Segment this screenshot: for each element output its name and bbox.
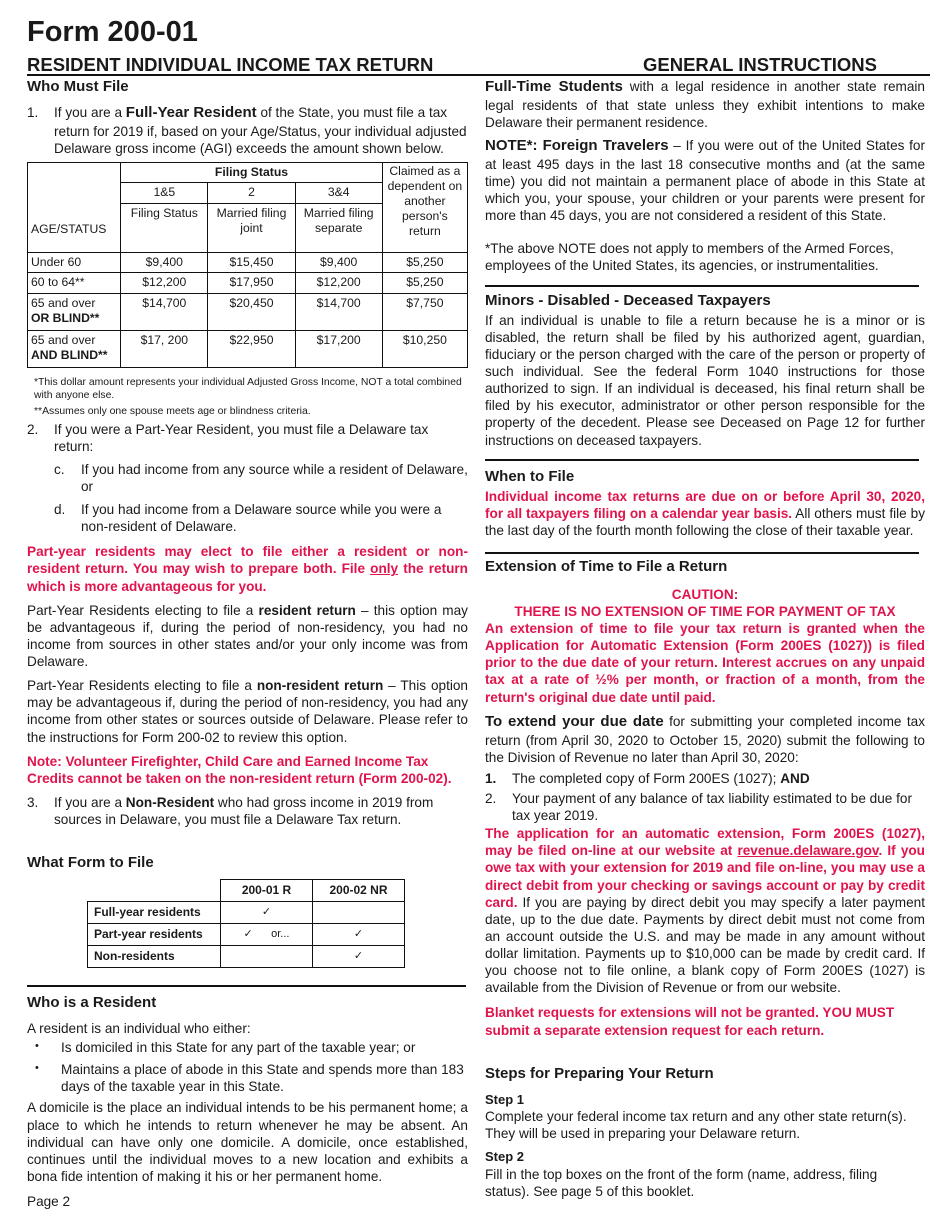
table-cell: $17,200: [295, 330, 382, 367]
item-1: [27, 104, 468, 157]
table-cell: $9,400: [295, 252, 382, 272]
extend-paragraph: [485, 713, 925, 766]
nonres-pre: Part-Year Residents electing to file a: [27, 678, 257, 694]
row-label: [28, 293, 121, 330]
item-3: [27, 794, 468, 828]
foreign-travelers-paragraph: [485, 137, 925, 224]
form-row-label: Part-year residents: [88, 924, 221, 946]
resident-post: – this option may be advantageous if, during the period of non-residency, you had no income from sources in other states and/or your only income was from Delaware.: [27, 602, 468, 670]
step-2-label: Step 2: [485, 1149, 525, 1165]
part-year-note-pre: Part-year residents may elect to file either a resident or non-resident return. You may wish to prepare both. File: [27, 544, 468, 577]
who-must-file-heading: Who Must File: [27, 78, 129, 95]
note-bold: NOTE*: Foreign Travelers: [485, 137, 669, 155]
minors-paragraph: If an individual is unable to file a return because he is a minor or is disabled, the return shall be filed by his authorized agent, guardian, fiduciary or the person charged with the care of the person or property of such individual. See the federal Form 1040 instructions for those authorized to sign. If an individual is deceased, his final return shall be filed by his executor, administrator or other person responsible for the property of the decedent. Please see Deceased on Page 12 for further instructions on deceased taxpayers.: [485, 312, 925, 448]
table-cell: $14,700: [295, 293, 382, 330]
row-label-bold: OR BLIND**: [31, 310, 100, 325]
form-row-label: Full-year residents: [88, 902, 221, 924]
caution-label: CAUTION:: [671, 586, 739, 602]
table-cell: $5,250: [382, 252, 467, 272]
list-2-number: 2.: [485, 790, 497, 806]
section-divider: [27, 985, 466, 987]
students-bold: Full-Time Students: [485, 78, 623, 95]
form-col-2: 200-02 NR: [313, 880, 405, 902]
section-divider: [485, 552, 919, 554]
col-label-2: Married filing joint: [208, 203, 295, 252]
online-text: If you are paying by direct debit you may specify a later payment date, up to the due date. Payments by direct debit must not come from an account outside the U.S. and may be made in any amount without dollar limitation. Payments up to $10,000 can be made by credit card. If you choose not to file online, a blank copy of Form 200ES (1027) is available from the Division of Revenue or from our website.: [485, 894, 925, 996]
extend-bold: To extend your due date: [485, 712, 664, 730]
table-cell: $17, 200: [121, 330, 208, 367]
minors-heading: Minors - Disabled - Deceased Taxpayers: [485, 291, 771, 309]
resident-return-paragraph: [27, 602, 468, 671]
col-code-2: 2: [208, 183, 295, 203]
resident-bullet-2: [35, 1061, 468, 1095]
empty-header-cell: [88, 880, 221, 902]
what-form-heading: What Form to File: [27, 854, 154, 872]
part-year-note-post: the return which is more advantageous for you.: [27, 561, 468, 594]
students-text: with a legal residence in another state remain legal residents of that state unless they exhibit intentions to make Delaware their permanent residence.: [485, 79, 925, 131]
table-cell: $12,200: [121, 273, 208, 293]
when-paragraph: [485, 488, 925, 539]
item-3-pre: If you are a: [54, 794, 126, 810]
item-1-post: of the State, you must file a tax return for 2019 if, based on your Age/Status, your individual adjusted Delaware gross income (AGI) exceeds the amount shown below.: [54, 104, 467, 156]
extension-item-2: [485, 790, 925, 824]
age-status-header: AGE/STATUS: [28, 163, 121, 253]
form-col-1: 200-01 R: [221, 880, 313, 902]
col-label-3: Married filing separate: [295, 203, 382, 252]
nonres-post: – This option may be advantageous if, during the period of non-residency, you had any income from other states or sources outside of Delaware. Please refer to the instructions for Form 200-02 to review this option.: [27, 678, 468, 745]
step-1-label: Step 1: [485, 1091, 525, 1107]
step-1-text: Complete your federal income tax return and any other state return(s). They will be used in preparing your Delaware return.: [485, 1108, 907, 1142]
row-label-text: 65 and over: [31, 332, 96, 347]
section-divider: [485, 285, 919, 287]
list-1-number: 1.: [485, 770, 497, 786]
item-2d-text: If you had income from a Delaware source while you were a non-resident of Delaware.: [81, 502, 442, 535]
online-paragraph: [485, 825, 925, 996]
form-subtitle: RESIDENT INDIVIDUAL INCOME TAX RETURN: [27, 54, 434, 75]
item-3-post: who had gross income in 2019 from sources in Delaware, you must file a Delaware Tax return.: [54, 794, 434, 828]
item-2c-text: If you had income from any source while a resident of Delaware, or: [81, 461, 468, 494]
extend-text: for submitting your completed income tax return (from April 30, 2020 to October 15, 2020) submit the following to the Division of Revenue no later than April 30, 2020:: [485, 713, 925, 765]
table-cell: $15,450: [208, 252, 295, 272]
row-label: 60 to 64**: [28, 273, 121, 293]
resident-intro: A resident is an individual who either:: [27, 1020, 251, 1036]
row-label: [28, 330, 121, 367]
table-cell: $10,250: [382, 330, 467, 367]
students-paragraph: [485, 78, 925, 131]
nonresident-return-paragraph: [27, 677, 468, 746]
list-2-text: Your payment of any balance of tax liability estimated to be due for tax year 2019.: [512, 790, 912, 824]
row-label-bold: AND BLIND**: [31, 347, 108, 362]
table-cell: $22,950: [208, 330, 295, 367]
bullet-text: Maintains a place of abode in this State and spends more than 183 days of the taxable year in this State.: [61, 1062, 464, 1095]
extension-red-paragraph: An extension of time to file your tax return is granted when the Application for Automatic Extension (Form 200ES (1027)) is filed prior to the due date of your return. Interest accrues on any unpaid tax at a rate of ½% per month, or fraction of a month, from the return's original due date until paid.: [485, 621, 925, 705]
when-text: All others must file by the last day of the fourth month following the close of their taxable year.: [485, 505, 925, 538]
check-mark: ✓: [313, 946, 405, 968]
credits-note: Note: Volunteer Firefighter, Child Care and Earned Income Tax Credits cannot be taken on the non-resident return (Form 200-02).: [27, 753, 452, 786]
left-column: [27, 78, 468, 1185]
what-form-table: [87, 879, 405, 968]
item-1-number: 1.: [27, 104, 39, 120]
table-cell: $14,700: [121, 293, 208, 330]
check-mark: ✓ or...: [221, 924, 313, 946]
item-2d-letter: d.: [54, 502, 66, 518]
page-number: Page 2: [27, 1194, 71, 1209]
table-cell: $9,400: [121, 252, 208, 272]
part-year-note-only: only: [370, 561, 399, 577]
check-mark: [313, 902, 405, 924]
table-cell: $7,750: [382, 293, 467, 330]
item-3-number: 3.: [27, 794, 39, 810]
item-2c-letter: c.: [54, 461, 65, 477]
title-divider: [27, 74, 930, 76]
section-divider: [485, 459, 919, 461]
online-red-1: The application for an automatic extension, Form 200ES (1027), may be filed on-line at our website at: [485, 826, 925, 859]
step-2-text: Fill in the top boxes on the front of the form (name, address, filing status). See page 5 of this booklet.: [485, 1166, 878, 1199]
table-cell: $5,250: [382, 273, 467, 293]
table-cell: $12,200: [295, 273, 382, 293]
check-mark: ✓: [313, 924, 405, 946]
row-label-text: 65 and over: [31, 295, 96, 310]
who-resident-heading: Who is a Resident: [27, 994, 157, 1012]
row-label: Under 60: [28, 252, 121, 272]
check-mark: ✓: [221, 902, 313, 924]
col-code-1: 1&5: [121, 183, 208, 203]
table-cell: $20,450: [208, 293, 295, 330]
filing-threshold-table: [27, 162, 468, 368]
list-1-bold: AND: [780, 770, 810, 786]
item-1-bold: Full-Year Resident: [125, 103, 257, 121]
extension-item-1: [485, 770, 925, 787]
dependent-header: Claimed as a dependent on another person's return: [382, 163, 467, 253]
item-2: [27, 421, 468, 455]
item-1-pre: If you are a: [54, 104, 126, 120]
footnote-2: **Assumes only one spouse meets age or blindness criteria.: [34, 405, 311, 417]
item-2-text: If you were a Part-Year Resident, you must file a Delaware tax return:: [54, 421, 429, 454]
form-row-label: Non-residents: [88, 946, 221, 968]
blanket-note: Blanket requests for extensions will not be granted. YOU MUST submit a separate extension request for each return.: [485, 1005, 895, 1038]
no-extension-label: THERE IS NO EXTENSION OF TIME FOR PAYMENT OF TAX: [514, 603, 896, 619]
resident-bold: resident return: [258, 602, 356, 618]
nonres-bold: non-resident return: [256, 678, 384, 694]
section-label: GENERAL INSTRUCTIONS: [642, 54, 877, 75]
steps-heading: Steps for Preparing Your Return: [485, 1064, 714, 1082]
when-heading: When to File: [485, 467, 575, 485]
item-2d: [54, 501, 468, 535]
domicile-paragraph: A domicile is the place an individual intends to be his permanent home; a place to which he intends to return whenever he may be absent. An individual can have only one domicile. A domicile, once established, continues until the individual moves to a new location and exhibits a bona fide intention of making it his or her permanent home.: [27, 1100, 468, 1184]
note-text: – If you were out of the United States for at least 495 days in the last 18 consecutive months and (at the same time) you did not maintain a permanent place of abode in this State at which you, your spouse, your children or your parents were present for more than 45 days, you are not considered a resident of this State.: [485, 138, 925, 224]
bullet-icon: •: [35, 1040, 39, 1053]
form-title: Form 200-01: [27, 16, 198, 48]
list-1-text: The completed copy of Form 200ES (1027);: [512, 770, 781, 786]
table-cell: $17,950: [208, 273, 295, 293]
col-code-3: 3&4: [295, 183, 382, 203]
item-3-bold: Non-Resident: [125, 794, 215, 810]
col-label-1: Filing Status: [121, 203, 208, 252]
resident-pre: Part-Year Residents electing to file a: [27, 602, 259, 618]
revenue-link[interactable]: revenue.delaware.gov: [737, 843, 879, 859]
check-mark: [221, 946, 313, 968]
extension-heading: Extension of Time to File a Return: [485, 557, 728, 575]
note-exception: *The above NOTE does not apply to members of the Armed Forces, employees of the United States, its agencies, or instrumentalities.: [485, 240, 894, 273]
item-2-number: 2.: [27, 421, 39, 437]
part-year-note: [27, 543, 468, 594]
online-red-2: . If you owe tax with your extension for 2019 and file on-line, you may use a direct debit from your checking or savings account or pay by credit card.: [485, 843, 925, 910]
footnote-1: *This dollar amount represents your individual Adjusted Gross Income, NOT a total combined with anyone else.: [34, 376, 462, 401]
when-red: Individual income tax returns are due on or before April 30, 2020, for all taxpayers filing on a calendar year basis.: [485, 488, 925, 521]
filing-status-header: Filing Status: [121, 163, 383, 183]
bullet-text: Is domiciled in this State for any part of the taxable year; or: [61, 1040, 416, 1056]
right-column: [485, 78, 925, 1200]
item-2c: [54, 461, 468, 495]
bullet-icon: •: [35, 1062, 39, 1075]
resident-bullet-1: [35, 1039, 468, 1056]
